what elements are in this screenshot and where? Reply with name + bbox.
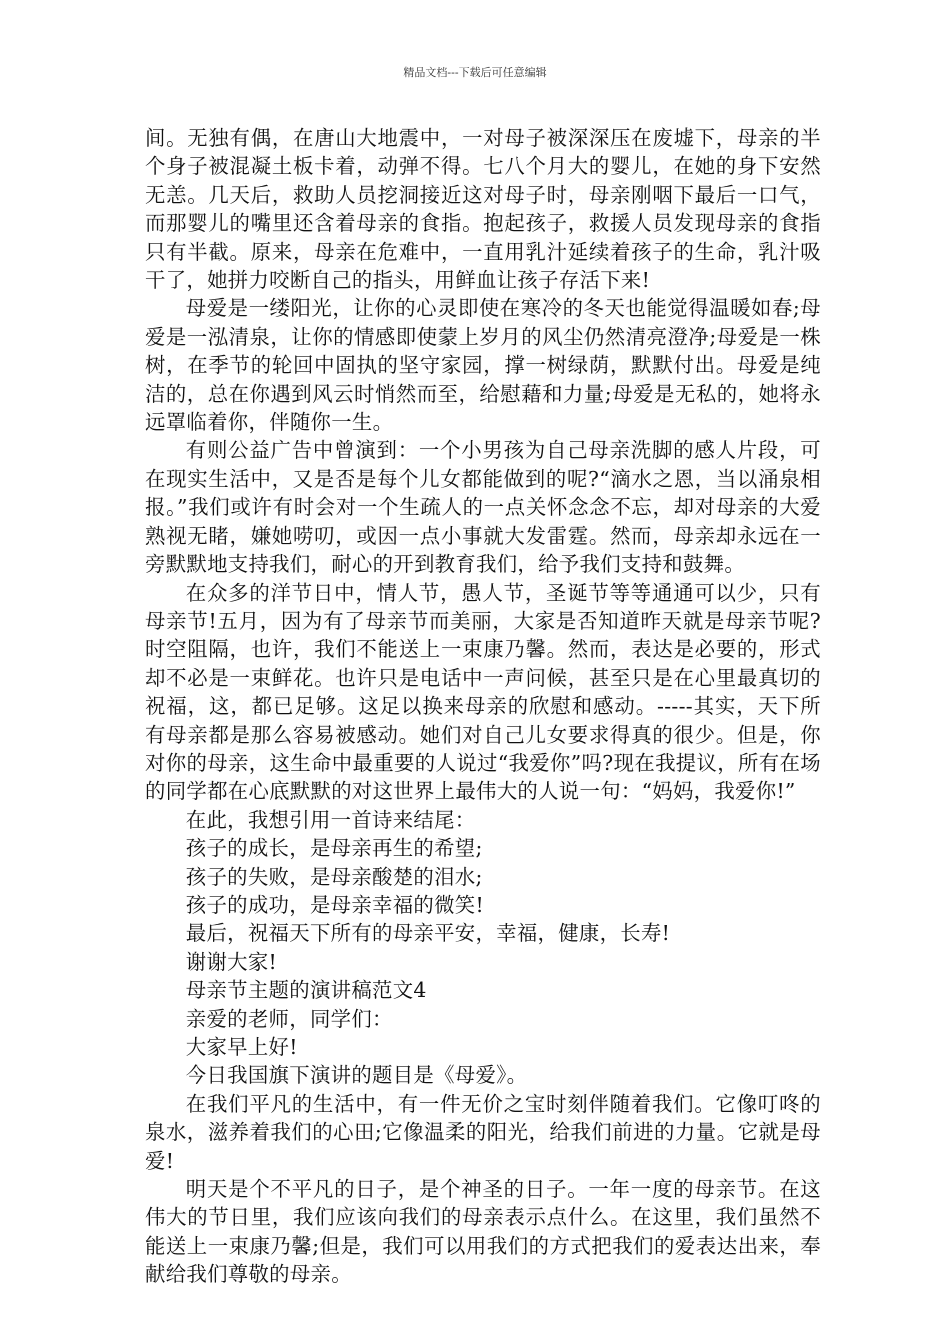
- paragraph-mothers-day: 在众多的洋节日中，情人节，愚人节，圣诞节等等通通可以少，只有母亲节!五月，因为有了母亲节而美丽，大家是否知道昨天就是母亲节呢?时空阻隔，也许，我们不能送上一束康乃馨。然而，表达是必要的，形式却不必是一束鲜花。也许只是电话中一声问候，甚至只是在心里最真切的祝福，这，都已足够。这足以换来母亲的欣慰和感动。-----其实，天下所有母亲都是那么容易被感动。她们对自己儿女要求得真的很少。但是，你对你的母亲，这生命中最重要的人说过“我爱你”吗?现在我提议，所有在场的同学都在心底默默的对这世界上最伟大的人说一句：“妈妈，我爱你!”: [145, 580, 821, 804]
- poem-line-2: 孩子的失败，是母亲酸楚的泪水;: [185, 864, 483, 889]
- blessing-line: 最后，祝福天下所有的母亲平安，幸福，健康，长寿!: [185, 921, 671, 946]
- poem-intro-line: 在此，我想引用一首诗来结尾：: [185, 807, 476, 832]
- poem-line-1: 孩子的成长，是母亲再生的希望;: [185, 836, 483, 861]
- thanks-line: 谢谢大家!: [185, 949, 278, 974]
- paragraph-tomorrow: 明天是个不平凡的日子，是个神圣的日子。一年一度的母亲节。在这伟大的节日里，我们应该向我们的母亲表示点什么。在这里，我们虽然不能送上一束康乃馨;但是，我们可以用我们的方式把我们的爱表达出来，奉献给我们尊敬的母亲。: [145, 1177, 821, 1287]
- page-header: 精品文档---下载后可任意编辑: [403, 66, 547, 79]
- paragraph-public-service-ad: 有则公益广告中曾演到：一个小男孩为自己母亲洗脚的感人片段，可在现实生活中，又是否是每个儿女都能做到的呢?“滴水之恩，当以涌泉相报。”我们或许有时会对一个生疏人的一点关怀念念不忘，却对母亲的大爱熟视无睹，嫌她唠叨，或因一点小事就大发雷霆。然而，母亲却永远在一旁默默地支持我们，耐心的开到教育我们，给予我们支持和鼓舞。: [145, 438, 821, 577]
- salutation-line: 亲爱的老师，同学们：: [185, 1006, 393, 1031]
- speech-topic-line: 今日我国旗下演讲的题目是《母爱》。: [185, 1063, 528, 1088]
- document-body: [145, 124, 821, 1289]
- section-title: 母亲节主题的演讲稿范文4: [185, 978, 427, 1003]
- greeting-line: 大家早上好!: [185, 1035, 298, 1059]
- paragraph-treasure: 在我们平凡的生活中，有一件无价之宝时刻伴随着我们。它像叮咚的泉水，滋养着我们的心田;它像温柔的阳光，给我们前进的力量。它就是母爱!: [145, 1091, 821, 1173]
- poem-line-3: 孩子的成功，是母亲幸福的微笑!: [185, 892, 484, 917]
- paragraph-mother-love-metaphors: 母爱是一缕阳光，让你的心灵即使在寒冷的冬天也能觉得温暖如春;母爱是一泓清泉，让你的情感即使蒙上岁月的风尘仍然清亮澄净;母爱是一株树，在季节的轮回中固执的坚守家园，撑一树绿荫，默默付出。母爱是纯洁的，总在你遇到风云时悄然而至，给慰藉和力量;母爱是无私的，她将永远罩临着你，伴随你一生。: [145, 296, 821, 435]
- paragraph-continuation: 间。无独有偶，在唐山大地震中，一对母子被深深压在废墟下，母亲的半个身子被混凝土板卡着，动弹不得。七八个月大的婴儿，在她的身下安然无恙。几天后，救助人员挖洞接近这对母子时，母亲刚咽下最后一口气，而那婴儿的嘴里还含着母亲的食指。抱起孩子，救援人员发现母亲的食指只有半截。原来，母亲在危难中，一直用乳汁延续着孩子的生命，乳汁吸干了，她拼力咬断自己的指头，用鲜血让孩子存活下来!: [145, 126, 821, 293]
